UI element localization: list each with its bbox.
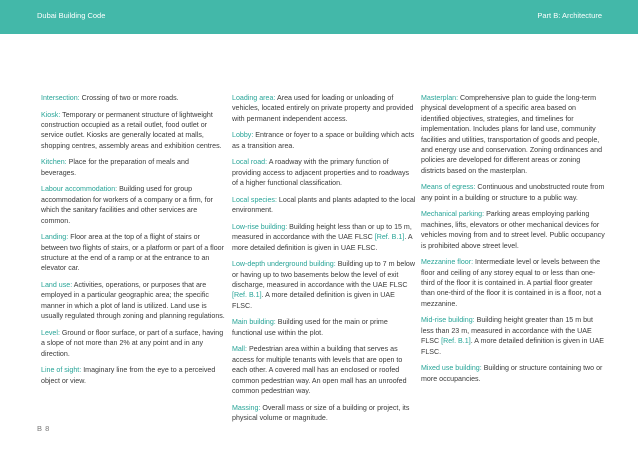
definition-term: Kiosk: (41, 110, 61, 119)
definition-term: Low-rise building: (232, 222, 288, 231)
definition-term: Land use: (41, 281, 73, 290)
definition-text: Floor area at the top of a flight of stairs or between two flights of stairs, or a platform or part of a floor structure at the end of a ramp or at the entrance to an elevator car. (41, 233, 224, 273)
page-number: B 8 (37, 424, 50, 433)
definition-text: Area used for loading or unloading of vehicles, located entirely on private property and provided with permanent independent access. (232, 94, 414, 123)
definition-term: Local species: (232, 195, 277, 204)
definition-entry (232, 403, 416, 424)
definition-term: Local road: (232, 158, 268, 167)
definition-entry (421, 363, 605, 384)
definition-entry (421, 182, 605, 203)
definition-text: Building or structure containing two or more occupancies. (421, 364, 603, 383)
definition-text: Place for the preparation of meals and beverages. (41, 158, 189, 177)
definition-text: Imaginary line from the eye to a perceived object or view. (41, 366, 216, 385)
definition-entry (41, 184, 225, 226)
definition-entry (421, 209, 605, 251)
definition-entry (232, 195, 416, 216)
section-title: Part B: Architecture (537, 11, 602, 20)
definition-term: Means of egress: (421, 183, 476, 192)
definitions-column-1 (41, 93, 225, 392)
definition-text: Continuous and unobstructed route from any point in a building or structure to a public way. (421, 183, 605, 202)
definition-entry (232, 93, 416, 124)
definition-text: Overall mass or size of a building or project, its physical volume or magnitude. (232, 403, 410, 423)
definition-text: Pedestrian area within a building that serves as access for multiple tenants with levels that are open to each other. A covered mall has an enclosed or roofed common pedestrian way. An open mall has an unroofed common pedestrian way. (232, 345, 407, 396)
definition-term: Mid-rise building: (421, 316, 475, 325)
definition-term: Low-depth underground building: (232, 260, 336, 269)
definition-entry (232, 344, 416, 396)
reference-link[interactable]: [Ref. B.1] (232, 291, 262, 300)
definition-term: Intersection: (41, 94, 80, 102)
definition-text: Crossing of two or more roads. (79, 94, 179, 102)
definition-term: Lobby: (232, 131, 254, 140)
definition-term: Level: (41, 328, 60, 337)
definition-entry (41, 328, 225, 359)
definition-term: Mixed use building: (421, 364, 482, 373)
definition-term: Mezzanine floor: (421, 258, 474, 267)
definition-text: Local plants and plants adapted to the local environment. (232, 195, 416, 215)
definition-entry (232, 157, 416, 188)
document-title: Dubai Building Code (37, 11, 106, 20)
definition-text: Temporary or permanent structure of lightweight construction occupied as a retail outlet, food outlet or service outlet. Kiosks are generally located at malls, shopping centres, assembly areas and exhibition centres. (41, 110, 222, 150)
definition-entry (421, 315, 605, 357)
definition-entry (421, 93, 605, 176)
definition-text: Ground or floor surface, or part of a surface, having a slope of not more than 2% at any point and in any direction. (41, 328, 224, 358)
definition-text: Activities, operations, or purposes that are employed in a particular geographic area; the specific manner in which a plot of land is utilized. Land use is usually regulated through zoning and planning regulations. (41, 281, 225, 321)
definition-entry (232, 259, 416, 311)
definition-entry (41, 280, 225, 322)
definition-text: Parking areas employing parking machines, lifts, elevators or other mechanical devices for vehicles moving from and to street level. Public occupancy is prohibited above street level. (421, 210, 605, 250)
definition-text: A roadway with the primary function of providing access to adjacent properties and to roadways of a higher functional classification. (232, 158, 410, 188)
definition-entry (232, 130, 416, 151)
definition-text: Comprehensive plan to guide the long-term physical development of a specific area based on identified objectives, strategies, and timelines for implementation. Includes plans for land use, community facilities and utilities, transportation of goods and people, and energy use and conservation. Zoning ordinances and policies are developed for different areas or zoning districts based on the masterplan. (421, 94, 603, 175)
definition-text: . A more detailed definition is given in UAE FLSC. (421, 337, 604, 356)
definition-entry (41, 110, 225, 152)
definition-entry (421, 257, 605, 309)
reference-link[interactable]: [Ref. B.1] (374, 233, 405, 242)
definition-text: Building height greater than 15 m but less than 23 m, measured in accordance with the UAE FLSC (421, 316, 593, 346)
definitions-column-3 (421, 93, 605, 390)
definition-entry (232, 222, 416, 253)
definition-term: Massing: (232, 403, 261, 412)
definitions-column-2 (232, 93, 416, 430)
definition-entry (232, 317, 416, 338)
definition-text: Building height less than or up to 15 m, measured in accordance with the UAE FLSC (232, 222, 412, 242)
reference-link[interactable]: [Ref. B.1] (441, 337, 471, 346)
definition-text: Intermediate level or levels between the floor and ceiling of any storey equal to or less than one-third of the floor it is contained in. A partial floor greater than one-third of the floor it is contained in is a floor, not a mezzanine. (421, 258, 602, 308)
definition-term: Masterplan: (421, 94, 459, 102)
definition-entry (41, 157, 225, 178)
definition-term: Line of sight: (41, 366, 82, 375)
definition-term: Loading area: (232, 94, 276, 102)
definition-term: Labour accommodation: (41, 185, 118, 194)
definition-text: Building used for group accommodation for workers of a company or a firm, for which the sanitary facilities and other services are common. (41, 185, 213, 225)
definition-text: . A more detailed definition is given in UAE FLSC. (232, 291, 395, 310)
definition-term: Kitchen: (41, 158, 67, 167)
page-header (0, 0, 638, 34)
definition-entry (41, 93, 225, 103)
definition-entry (41, 365, 225, 386)
definition-term: Mechanical parking: (421, 210, 485, 219)
definition-term: Main building: (232, 318, 276, 327)
definition-term: Mall: (232, 345, 247, 354)
definition-entry (41, 232, 225, 274)
definition-text: Entrance or foyer to a space or building which acts as a transition area. (232, 131, 415, 150)
definition-text: . A more detailed definition is given in UAE FLSC. (232, 233, 413, 252)
definition-text: Building used for the main or prime functional use within the plot. (232, 318, 388, 337)
definition-text: Building up to 7 m below or having up to two basements below the level of exit discharge, measured in accordance with the UAE FLSC (232, 260, 415, 290)
definition-term: Landing: (41, 233, 69, 242)
